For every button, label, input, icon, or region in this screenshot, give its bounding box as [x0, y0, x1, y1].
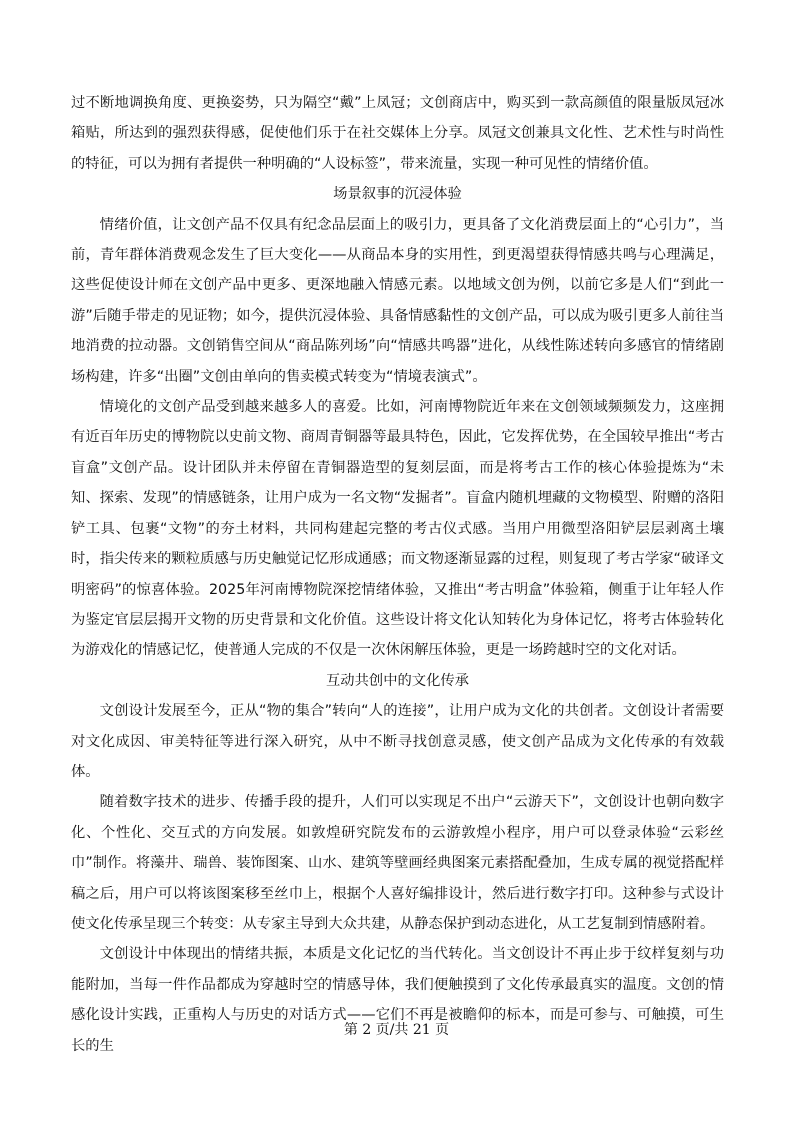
body-paragraph: 情境化的文创产品受到越来越多人的喜爱。比如，河南博物院近年来在文创领域频频发力，这座拥有近百年历史的博物院以史前文物、商周青铜器等最具特色，因此，它发挥优势，在全国较早推出“考古盲盒”文创产品。设计团队并未停留在青铜器造型的复刻层面，而是将考古工作的核心体验提炼为“未知、探索、发现”的情感链条，让用户成为一名文物“发掘者”。盲盒内随机埋藏的文物模型、附赠的洛阳铲工具、包裹“文物”的夯土材料，共同构建起完整的考古仪式感。当用户用微型洛阳铲层层剥离土壤时，指尖传来的颗粒质感与历史触觉记忆形成通感；而文物逐渐显露的过程，则复现了考古学家“破译文明密码”的惊喜体验。2025年河南博物院深挖情绪体验，又推出“考古明盒”体验箱，侧重于让年轻人作为鉴定官层层揭开文物的历史背景和文化价值。这些设计将文化认知转化为身体记忆，将考古体验转化为游戏化的情感记忆，使普通人完成的不仅是一次休闲解压体验，更是一场跨越时空的文化对话。: [71, 399, 724, 659]
section-heading: 互动共创中的文化传承: [326, 672, 469, 689]
body-paragraph: 随着数字技术的进步、传播手段的提升，人们可以实现足不出户“云游天下”，文创设计也朝向数字化、个性化、交互式的方向发展。如敦煌研究院发布的云游敦煌小程序，用户可以登录体验“云彩丝巾”制作。将藻井、瑞兽、装饰图案、山水、建筑等壁画经典图案元素搭配叠加，生成专属的视觉搭配样稿之后，用户可以将该图案移至丝巾上，根据个人喜好编排设计，然后进行数字打印。这种参与式设计使文化传承呈现三个转变：从专家主导到大众共建，从静态保护到动态进化，从工艺复制到情感附着。: [71, 794, 724, 932]
section-heading: 场景叙事的沉浸体验: [333, 186, 462, 203]
body-paragraph: 文创设计发展至今，正从“物的集合”转向“人的连接”，让用户成为文化的共创者。文创设计者需要对文化成因、审美特征等进行深入研究，从中不断寻找创意灵感，使文创产品成为文化传承的有效载体。: [71, 703, 724, 780]
document-body: [71, 88, 724, 1061]
body-paragraph: 文创设计中体现出的情绪共振，本质是文化记忆的当代转化。当文创设计不再止步于纹样复刻与功能附加，当每一件作品都成为穿越时空的情感导体，我们便触摸到了文化传承最真实的温度。文创的情感化设计实践，正重构人与历史的对话方式——它们不再是被瞻仰的标本，而是可参与、可触摸，可生长的生: [71, 946, 724, 1054]
page-number-footer: 第 2 页/共 21 页: [343, 1022, 450, 1038]
body-paragraph: 过不断地调换角度、更换姿势，只为隔空“戴”上凤冠；文创商店中，购买到一款高颜值的限量版凤冠冰箱贴，所达到的强烈获得感，促使他们乐于在社交媒体上分享。凤冠文创兼具文化性、艺术性与时尚性的特征，可以为拥有者提供一种明确的“人设标签”，带来流量，实现一种可见性的情绪价值。: [71, 95, 724, 172]
body-paragraph: 情绪价值，让文创产品不仅具有纪念品层面上的吸引力，更具备了文化消费层面上的“心引力”，当前，青年群体消费观念发生了巨大变化——从商品本身的实用性，到更渴望获得情感共鸣与心理满足，这些促使设计师在文创产品中更多、更深地融入情感元素。以地域文创为例，以前它多是人们“到此一游”后随手带走的见证物；如今，提供沉浸体验、具备情感黏性的文创产品，可以成为吸引更多人前往当地消费的拉动器。文创销售空间从“商品陈列场”向“情感共鸣器”进化，从线性陈述转向多感官的情绪剧场构建，许多“出圈”文创由单向的售卖模式转变为“情境表演式”。: [71, 216, 724, 385]
